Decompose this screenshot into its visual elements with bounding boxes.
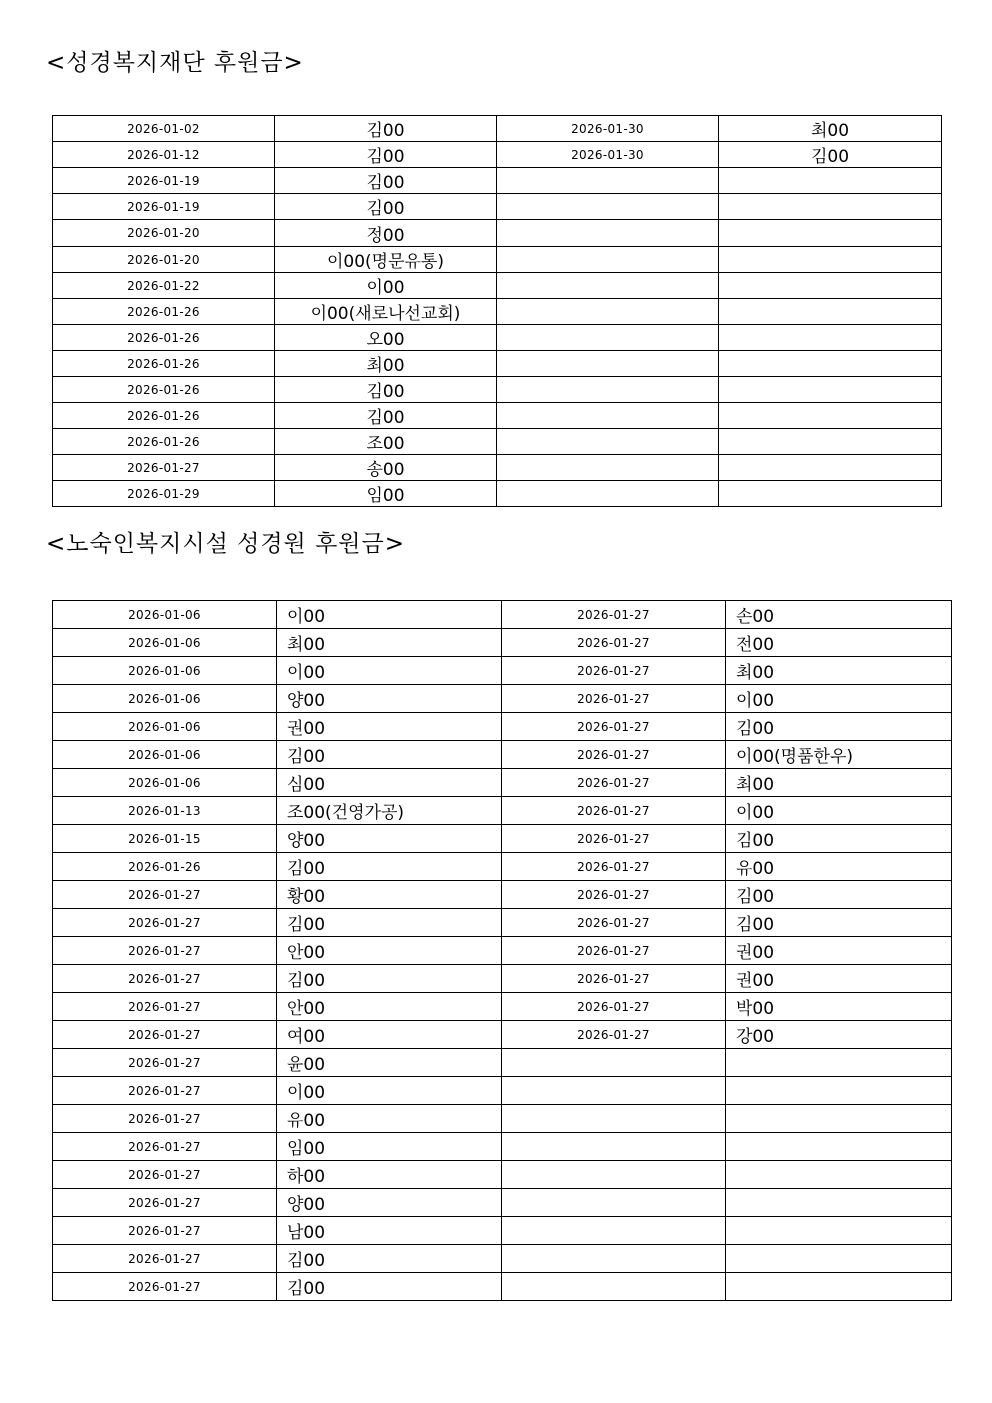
donor-name-cell <box>726 1189 952 1217</box>
date-cell: 2026-01-26 <box>53 351 275 377</box>
date-cell: 2026-01-27 <box>53 937 277 965</box>
date-cell <box>497 403 719 429</box>
donor-name-cell <box>726 1049 952 1077</box>
table-row <box>53 142 942 168</box>
date-cell: 2026-01-26 <box>53 377 275 403</box>
donor-name-cell: 이00 <box>726 685 952 713</box>
table-row <box>53 455 942 481</box>
table-row <box>53 247 942 273</box>
donor-name-cell: 임00 <box>277 1133 502 1161</box>
donor-name-cell: 안00 <box>277 937 502 965</box>
date-cell: 2026-01-26 <box>53 853 277 881</box>
date-cell: 2026-01-27 <box>502 741 726 769</box>
donor-name-cell: 김00 <box>277 741 502 769</box>
donor-name-cell: 김00 <box>277 853 502 881</box>
donor-name-cell: 양00 <box>277 1189 502 1217</box>
donor-name-cell: 안00 <box>277 993 502 1021</box>
date-cell <box>497 168 719 194</box>
date-cell: 2026-01-27 <box>502 881 726 909</box>
date-cell: 2026-01-27 <box>53 1273 277 1301</box>
donor-name-cell: 김00 <box>277 965 502 993</box>
donor-name-cell <box>726 1161 952 1189</box>
date-cell: 2026-01-27 <box>502 657 726 685</box>
donor-name-cell: 권00 <box>277 713 502 741</box>
table-row <box>53 993 952 1021</box>
donor-name-cell: 이00 <box>277 601 502 629</box>
table-row <box>53 1077 952 1105</box>
date-cell: 2026-01-27 <box>53 1245 277 1273</box>
date-cell: 2026-01-22 <box>53 273 275 299</box>
date-cell <box>497 429 719 455</box>
donor-name-cell <box>719 481 942 507</box>
donor-name-cell: 유00 <box>726 853 952 881</box>
date-cell: 2026-01-27 <box>502 825 726 853</box>
table-row <box>53 1217 952 1245</box>
date-cell <box>497 377 719 403</box>
donor-name-cell: 김00 <box>277 1273 502 1301</box>
donor-name-cell: 김00 <box>277 1245 502 1273</box>
table-row <box>53 1189 952 1217</box>
date-cell <box>502 1161 726 1189</box>
date-cell: 2026-01-29 <box>53 481 275 507</box>
donor-name-cell <box>719 325 942 351</box>
date-cell: 2026-01-20 <box>53 247 275 273</box>
table-row <box>53 273 942 299</box>
table-row <box>53 351 942 377</box>
date-cell: 2026-01-30 <box>497 142 719 168</box>
table-row <box>53 1105 952 1133</box>
date-cell <box>502 1245 726 1273</box>
donor-name-cell: 권00 <box>726 937 952 965</box>
donor-name-cell: 심00 <box>277 769 502 797</box>
table-row <box>53 1273 952 1301</box>
donor-name-cell <box>719 455 942 481</box>
table-row <box>53 429 942 455</box>
date-cell: 2026-01-06 <box>53 657 277 685</box>
donor-name-cell: 조00(건영가공) <box>277 797 502 825</box>
date-cell: 2026-01-27 <box>53 1133 277 1161</box>
date-cell: 2026-01-27 <box>502 909 726 937</box>
date-cell: 2026-01-27 <box>502 713 726 741</box>
donor-name-cell: 김00 <box>275 142 497 168</box>
table-row <box>53 299 942 325</box>
date-cell: 2026-01-27 <box>502 769 726 797</box>
donor-name-cell: 유00 <box>277 1105 502 1133</box>
date-cell <box>497 299 719 325</box>
table-row <box>53 403 942 429</box>
donor-name-cell: 김00 <box>726 909 952 937</box>
donor-name-cell: 이00 <box>277 657 502 685</box>
donor-name-cell: 양00 <box>277 685 502 713</box>
date-cell: 2026-01-27 <box>53 455 275 481</box>
date-cell: 2026-01-13 <box>53 797 277 825</box>
donor-name-cell <box>726 1077 952 1105</box>
date-cell <box>497 220 719 247</box>
date-cell <box>502 1189 726 1217</box>
date-cell <box>497 351 719 377</box>
donor-name-cell <box>726 1105 952 1133</box>
table-row <box>53 1161 952 1189</box>
date-cell: 2026-01-19 <box>53 168 275 194</box>
date-cell <box>497 247 719 273</box>
donor-name-cell: 김00 <box>275 116 497 142</box>
date-cell: 2026-01-27 <box>53 993 277 1021</box>
date-cell: 2026-01-27 <box>53 1217 277 1245</box>
date-cell: 2026-01-06 <box>53 685 277 713</box>
table-row <box>53 797 952 825</box>
donor-name-cell <box>719 247 942 273</box>
donor-name-cell <box>719 273 942 299</box>
donor-name-cell: 김00 <box>275 403 497 429</box>
table-row <box>53 713 952 741</box>
date-cell: 2026-01-27 <box>53 1189 277 1217</box>
donor-name-cell: 전00 <box>726 629 952 657</box>
donor-name-cell: 김00 <box>726 881 952 909</box>
table-row <box>53 965 952 993</box>
table-row <box>53 481 942 507</box>
date-cell <box>497 325 719 351</box>
donor-name-cell: 김00 <box>275 168 497 194</box>
donor-name-cell <box>719 377 942 403</box>
donor-name-cell: 김00 <box>719 142 942 168</box>
date-cell: 2026-01-27 <box>502 853 726 881</box>
donor-name-cell: 권00 <box>726 965 952 993</box>
table-row <box>53 116 942 142</box>
donor-name-cell <box>719 403 942 429</box>
table-row <box>53 769 952 797</box>
date-cell: 2026-01-27 <box>502 685 726 713</box>
date-cell: 2026-01-27 <box>53 965 277 993</box>
section-title-foundation: <성경복지재단 후원금> <box>46 50 304 76</box>
donor-name-cell <box>719 351 942 377</box>
table-row <box>53 168 942 194</box>
date-cell: 2026-01-27 <box>502 937 726 965</box>
donor-name-cell <box>719 194 942 220</box>
date-cell <box>497 481 719 507</box>
donor-name-cell: 이00(명문유통) <box>275 247 497 273</box>
donor-name-cell: 강00 <box>726 1021 952 1049</box>
table-row <box>53 881 952 909</box>
donor-name-cell: 김00 <box>726 713 952 741</box>
date-cell: 2026-01-20 <box>53 220 275 247</box>
donor-name-cell <box>719 220 942 247</box>
donor-name-cell: 정00 <box>275 220 497 247</box>
date-cell: 2026-01-12 <box>53 142 275 168</box>
date-cell: 2026-01-15 <box>53 825 277 853</box>
date-cell: 2026-01-27 <box>502 797 726 825</box>
date-cell <box>502 1105 726 1133</box>
table-row <box>53 194 942 220</box>
donor-name-cell: 김00 <box>275 377 497 403</box>
table-row <box>53 1245 952 1273</box>
date-cell: 2026-01-26 <box>53 299 275 325</box>
date-cell: 2026-01-27 <box>502 965 726 993</box>
date-cell <box>497 455 719 481</box>
date-cell <box>502 1273 726 1301</box>
table-row <box>53 657 952 685</box>
table-row <box>53 1021 952 1049</box>
date-cell: 2026-01-27 <box>53 909 277 937</box>
donor-name-cell: 최00 <box>719 116 942 142</box>
date-cell: 2026-01-27 <box>502 629 726 657</box>
donor-name-cell <box>719 299 942 325</box>
donor-name-cell: 여00 <box>277 1021 502 1049</box>
table-row <box>53 825 952 853</box>
date-cell: 2026-01-02 <box>53 116 275 142</box>
donor-name-cell: 손00 <box>726 601 952 629</box>
table-row <box>53 1133 952 1161</box>
donor-name-cell: 남00 <box>277 1217 502 1245</box>
date-cell: 2026-01-27 <box>53 1049 277 1077</box>
donor-name-cell: 김00 <box>277 909 502 937</box>
donor-name-cell: 최00 <box>726 657 952 685</box>
donor-name-cell: 김00 <box>275 194 497 220</box>
donor-name-cell <box>719 168 942 194</box>
date-cell <box>502 1049 726 1077</box>
date-cell: 2026-01-27 <box>53 1105 277 1133</box>
donor-name-cell: 이00 <box>275 273 497 299</box>
donor-name-cell: 오00 <box>275 325 497 351</box>
table-row <box>53 601 952 629</box>
date-cell: 2026-01-27 <box>53 1161 277 1189</box>
donor-name-cell <box>726 1245 952 1273</box>
donor-name-cell: 박00 <box>726 993 952 1021</box>
donor-name-cell: 이00(새로나선교회) <box>275 299 497 325</box>
date-cell <box>497 194 719 220</box>
date-cell: 2026-01-27 <box>53 881 277 909</box>
donor-name-cell: 임00 <box>275 481 497 507</box>
date-cell: 2026-01-26 <box>53 403 275 429</box>
donor-name-cell: 최00 <box>277 629 502 657</box>
date-cell: 2026-01-26 <box>53 325 275 351</box>
date-cell: 2026-01-06 <box>53 601 277 629</box>
donor-name-cell: 최00 <box>275 351 497 377</box>
donor-name-cell: 하00 <box>277 1161 502 1189</box>
table-row <box>53 909 952 937</box>
donor-name-cell: 황00 <box>277 881 502 909</box>
date-cell: 2026-01-27 <box>502 993 726 1021</box>
donor-name-cell <box>719 429 942 455</box>
date-cell: 2026-01-27 <box>502 601 726 629</box>
date-cell: 2026-01-06 <box>53 713 277 741</box>
table-row <box>53 1049 952 1077</box>
donor-name-cell: 양00 <box>277 825 502 853</box>
table-row <box>53 325 942 351</box>
donor-name-cell <box>726 1273 952 1301</box>
donation-table-foundation <box>52 115 942 507</box>
date-cell: 2026-01-06 <box>53 769 277 797</box>
date-cell: 2026-01-06 <box>53 629 277 657</box>
donor-name-cell: 이00 <box>726 797 952 825</box>
date-cell: 2026-01-26 <box>53 429 275 455</box>
donor-name-cell: 이00 <box>277 1077 502 1105</box>
donor-name-cell: 김00 <box>726 825 952 853</box>
table-row <box>53 377 942 403</box>
date-cell <box>497 273 719 299</box>
date-cell <box>502 1217 726 1245</box>
donor-name-cell: 송00 <box>275 455 497 481</box>
date-cell: 2026-01-30 <box>497 116 719 142</box>
table-row <box>53 741 952 769</box>
table-row <box>53 685 952 713</box>
date-cell: 2026-01-27 <box>53 1021 277 1049</box>
donor-name-cell: 이00(명품한우) <box>726 741 952 769</box>
donor-name-cell: 조00 <box>275 429 497 455</box>
table-row <box>53 853 952 881</box>
donation-table-shelter <box>52 600 952 1301</box>
date-cell <box>502 1077 726 1105</box>
date-cell: 2026-01-19 <box>53 194 275 220</box>
date-cell: 2026-01-06 <box>53 741 277 769</box>
date-cell: 2026-01-27 <box>502 1021 726 1049</box>
date-cell: 2026-01-27 <box>53 1077 277 1105</box>
table-row <box>53 220 942 247</box>
donor-name-cell: 최00 <box>726 769 952 797</box>
donor-name-cell <box>726 1217 952 1245</box>
table-row <box>53 937 952 965</box>
donor-name-cell: 윤00 <box>277 1049 502 1077</box>
donor-name-cell <box>726 1133 952 1161</box>
section-title-shelter: <노숙인복지시설 성경원 후원금> <box>46 531 405 557</box>
table-row <box>53 629 952 657</box>
date-cell <box>502 1133 726 1161</box>
